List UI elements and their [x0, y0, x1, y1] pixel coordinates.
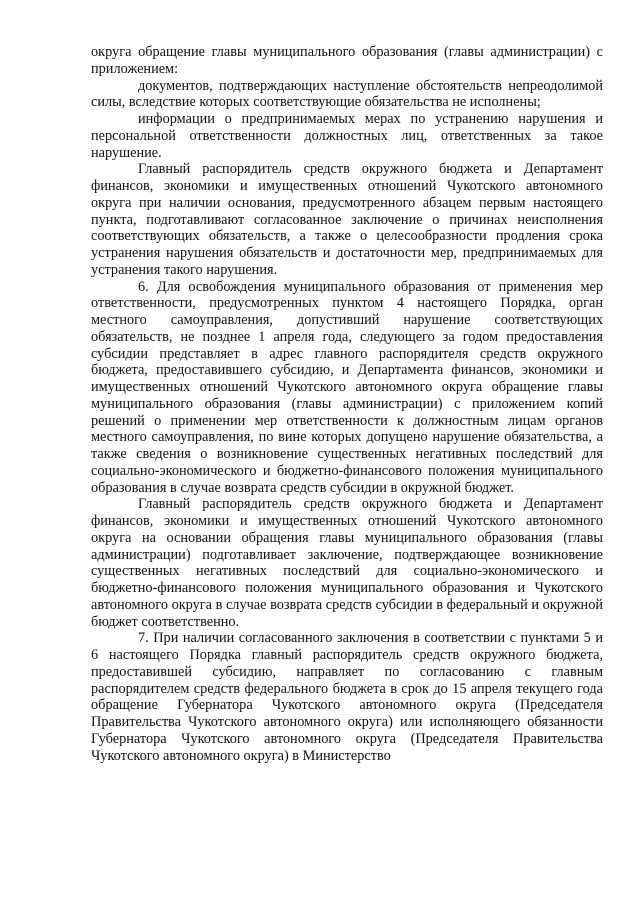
paragraph-4: Главный распорядитель средств окружного бюджета и Департамент финансов, экономики и имущественных отношений Чукотского автономного округа при наличии основания, предусмотренного абзацем первым настоящего пункта, подготавливают согласованное заключение о причинах неисполнения соответствующих обязательств, а также о целесообразности продления срока устранения нарушения обязательств и достаточности мер, предпринимаемых для устранения такого нарушения.: [91, 161, 603, 278]
paragraph-1: округа обращение главы муниципального образования (главы администрации) с приложением:: [91, 44, 603, 77]
paragraph-5: 6. Для освобождения муниципального образования от применения мер ответственности, предусмотренных пунктом 4 настоящего Порядка, орган местного самоуправления, допустивший нарушение соответствующих обязательств, не позднее 1 апреля года, следующего за годом предоставления субсидии представляет в адрес главного распорядителя средств окружного бюджета, предоставившего субсидию, и Департамента финансов, экономики и имущественных отношений Чукотского автономного округа обращение главы муниципального образования (главы администрации) с приложением копий решений о применении мер ответственности к должностным лицам органов местного самоуправления, по вине которых допущено нарушение обязательства, а также сведения о возникновение существенных негативных последствий для социально-экономического и бюджетно-финансового положения муниципального образования в случае возврата средств субсидии в окружной бюджет.: [91, 278, 603, 496]
paragraph-6: Главный распорядитель средств окружного бюджета и Департамент финансов, экономики и имущественных отношений Чукотского автономного округа на основании обращения главы муниципального образования (главы администрации) подготавливает заключение, подтверждающее возникновение существенных негативных последствий для социально-экономического и бюджетно-финансового положения муниципального образования и Чукотского автономного округа в случае возврата средств субсидии в федеральный и окружной бюджет соответственно.: [91, 496, 603, 630]
paragraph-7: 7. При наличии согласованного заключения в соответствии с пунктами 5 и 6 настоящего Порядка главный распорядитель средств окружного бюджета, предоставившей субсидию, направляет по согласованию с главным распорядителем средств федерального бюджета в срок до 15 апреля текущего года обращение Губернатора Чукотского автономного округа (Председателя Правительства Чукотского автономного округа) или исполняющего обязанности Губернатора Чукотского автономного округа (Председателя Правительства Чукотского автономного округа) в Министерство: [91, 630, 603, 764]
document-page: [91, 44, 603, 764]
paragraph-2: документов, подтверждающих наступление обстоятельств непреодолимой силы, вследствие которых соответствующие обязательства не исполнены;: [91, 77, 603, 111]
paragraph-3: информации о предпринимаемых мерах по устранению нарушения и персональной ответственности должностных лиц, ответственных за такое нарушение.: [91, 111, 603, 161]
